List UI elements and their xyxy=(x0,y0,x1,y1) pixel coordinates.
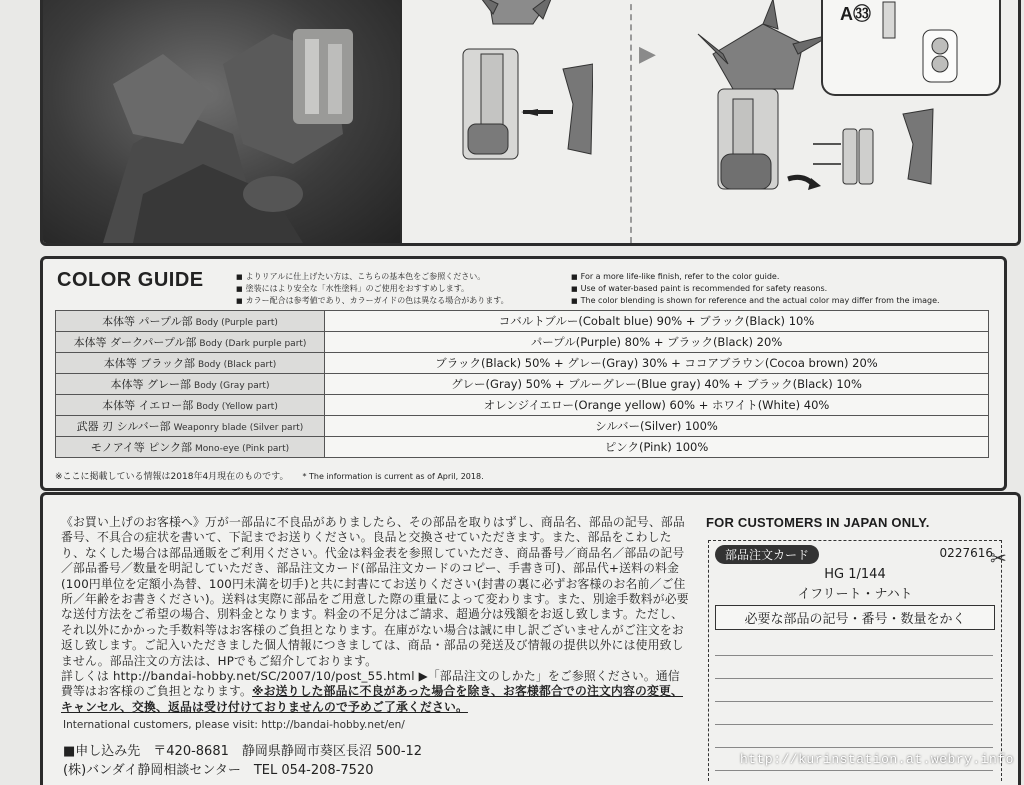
product-code: 0227616 xyxy=(939,546,993,560)
table-row xyxy=(56,374,989,395)
write-line xyxy=(715,633,993,656)
address-line: (株)バンダイ静岡相談センター TEL 054-208-7520 xyxy=(63,763,374,778)
note-jp: ■ カラー配合は参考値であり、カラーガイドの色は異なる場合があります。 xyxy=(236,295,566,307)
color-mix-cell: ピンク(Pink) 100% xyxy=(325,437,989,458)
color-guide-title: COLOR GUIDE xyxy=(57,269,204,291)
table-row xyxy=(56,416,989,437)
table-row xyxy=(56,437,989,458)
step-arrow-icon: ▶ xyxy=(639,42,656,67)
color-guide-section xyxy=(40,256,1007,491)
part-name-jp: 本体等 ブラック部 xyxy=(103,357,195,370)
part-cell xyxy=(56,374,325,395)
assembly-diagram-left xyxy=(433,0,593,243)
part-cell xyxy=(56,353,325,374)
part-name-jp: 本体等 ダークパープル部 xyxy=(73,336,197,349)
color-guide-notes-en xyxy=(571,271,1001,307)
international-note: International customers, please visit: http://bandai-hobby.net/en/ xyxy=(63,719,405,731)
color-guide-table xyxy=(55,310,989,458)
part-name-jp: 武器 刃 シルバー部 xyxy=(76,420,171,433)
order-address xyxy=(63,740,422,778)
part-name-jp: 本体等 グレー部 xyxy=(110,378,192,391)
step-divider xyxy=(630,0,633,243)
part-name-en: Body (Dark purple part) xyxy=(199,339,307,349)
color-guide-footnote xyxy=(55,469,484,482)
table-row xyxy=(56,332,989,353)
part-code-label: A㉝ xyxy=(840,4,871,24)
write-line xyxy=(715,725,993,748)
note-en: ■ For a more life-like finish, refer to the color guide. xyxy=(571,271,1001,283)
note-en: ■ The color blending is shown for reference and the actual color may differ from the image. xyxy=(571,295,1001,307)
part-name-jp: モノアイ等 ピンク部 xyxy=(90,441,193,454)
order-instructions xyxy=(61,515,691,715)
table-row xyxy=(56,395,989,416)
color-mix-cell: グレー(Gray) 50% + ブルーグレー(Blue gray) 40% + ブラック(Black) 10% xyxy=(325,374,989,395)
part-name-jp: 本体等 イエロー部 xyxy=(102,399,194,412)
part-cell xyxy=(56,416,325,437)
write-line xyxy=(715,702,993,725)
order-detail xyxy=(61,669,691,715)
note-en: ■ Use of water-based paint is recommended for safety reasons. xyxy=(571,283,1001,295)
product-name: イフリート・ナハト xyxy=(797,587,913,602)
note-jp: ■ よりリアルに仕上げたい方は、こちらの基本色をご参照ください。 xyxy=(236,271,566,283)
order-detail-text: 詳しくは http://bandai-hobby.net/SC/2007/10/post_55.html ▶「部品注文のしかた」をご参照ください。通信費等はお客様のご負担となります。 xyxy=(61,669,680,699)
part-name-en: Body (Purple part) xyxy=(195,318,278,328)
part-name-en: Mono-eye (Pink part) xyxy=(195,444,290,454)
part-name-en: Body (Gray part) xyxy=(194,381,270,391)
model-photo xyxy=(43,0,402,243)
note-jp: ■ 塗装にはより安全な「水性塗料」のご使用をおすすめします。 xyxy=(236,283,566,295)
address-line: ■申し込み先 〒420-8681 静岡県静岡市葵区長沼 500-12 xyxy=(63,744,423,759)
scissors-icon: ✂ xyxy=(990,546,1007,570)
coupon-write-lines xyxy=(715,633,993,771)
footnote-en: * The information is current as of April, 2018. xyxy=(302,472,484,481)
write-line xyxy=(715,679,993,702)
coupon-instruction: 必要な部品の記号・番号・数量をかく xyxy=(715,605,995,630)
footnote-jp: ※ここに掲載している情報は2018年4月現在のものです。 xyxy=(55,472,289,482)
table-row xyxy=(56,311,989,332)
write-line xyxy=(715,656,993,679)
part-cell xyxy=(56,437,325,458)
part-cell xyxy=(56,311,325,332)
coupon-heading: FOR CUSTOMERS IN JAPAN ONLY. xyxy=(706,515,930,530)
table-row xyxy=(56,353,989,374)
color-mix-cell: ブラック(Black) 50% + グレー(Gray) 30% + ココアブラウン(Cocoa brown) 20% xyxy=(325,353,989,374)
parts-order-section xyxy=(40,492,1021,785)
model-photo-illustration xyxy=(43,0,400,243)
part-name-en: Weaponry blade (Silver part) xyxy=(173,423,304,433)
part-name-en: Body (Black part) xyxy=(198,360,277,370)
part-name-jp: 本体等 パープル部 xyxy=(102,315,193,328)
assembly-section xyxy=(40,0,1021,246)
color-mix-cell: シルバー(Silver) 100% xyxy=(325,416,989,437)
parts-order-card xyxy=(708,540,1002,781)
order-detail-bold: ※お送りした部品に不良があった場合を除き、お客様都合での注文内容の変更、キャンセル、交換、返品は受け付けておりませんので予めご了承ください。 xyxy=(61,684,683,714)
product-scale: HG 1/144 xyxy=(824,567,886,582)
part-cell xyxy=(56,332,325,353)
part-name-en: Body (Yellow part) xyxy=(196,402,278,412)
coupon-tag: 部品注文カード xyxy=(715,545,819,564)
color-guide-notes-jp xyxy=(236,271,566,307)
color-mix-cell: オレンジイエロー(Orange yellow) 60% + ホワイト(White) 40% xyxy=(325,395,989,416)
order-paragraph: 《お買い上げのお客様へ》万が一部品に不良品がありましたら、その部品を取りはずし、商品名、部品の記号、部品番号、不具合の症状を書いて、下記までお送りください。良品と交換させていただきます。また、部品をこわしたり、なくした場合は部品通販をご利用ください。代金は料金表を参照していただき、商品番号／商品名／部品の記号／部品番号／数量を明記していただき、部品注文カード(部品注文カードのコピー、手書き可)、部品代+送料の料金(100円単位を定額小為替、100円未満を切手)と共に封書にてお送りください(封書の裏に必ずお客様のお名前／ご住所／年齢をお書きください)。送料は実際に部品をご用意した際の重量によって変わります。また、別途手数料が必要な送付方法をご希望の場合、別料金となります。料金の不足分はご請求、超過分は残額をお返し致します。ただし、それ以外にかかった手数料等はお客様のご負担となります。在庫がない場合は誠に申し訳ございませんがご注文をお返し致します。ご記入いただきました個人情報につきましては、商品・部品の発送及び情報の提供以外には使用致しません。部品注文の方法は、HPでもご紹介しております。 xyxy=(61,515,689,668)
color-mix-cell: パープル(Purple) 80% + ブラック(Black) 20% xyxy=(325,332,989,353)
part-cell xyxy=(56,395,325,416)
color-mix-cell: コバルトブルー(Cobalt blue) 90% + ブラック(Black) 10% xyxy=(325,311,989,332)
watermark: http://kurinstation.at.webry.info xyxy=(740,752,1014,767)
